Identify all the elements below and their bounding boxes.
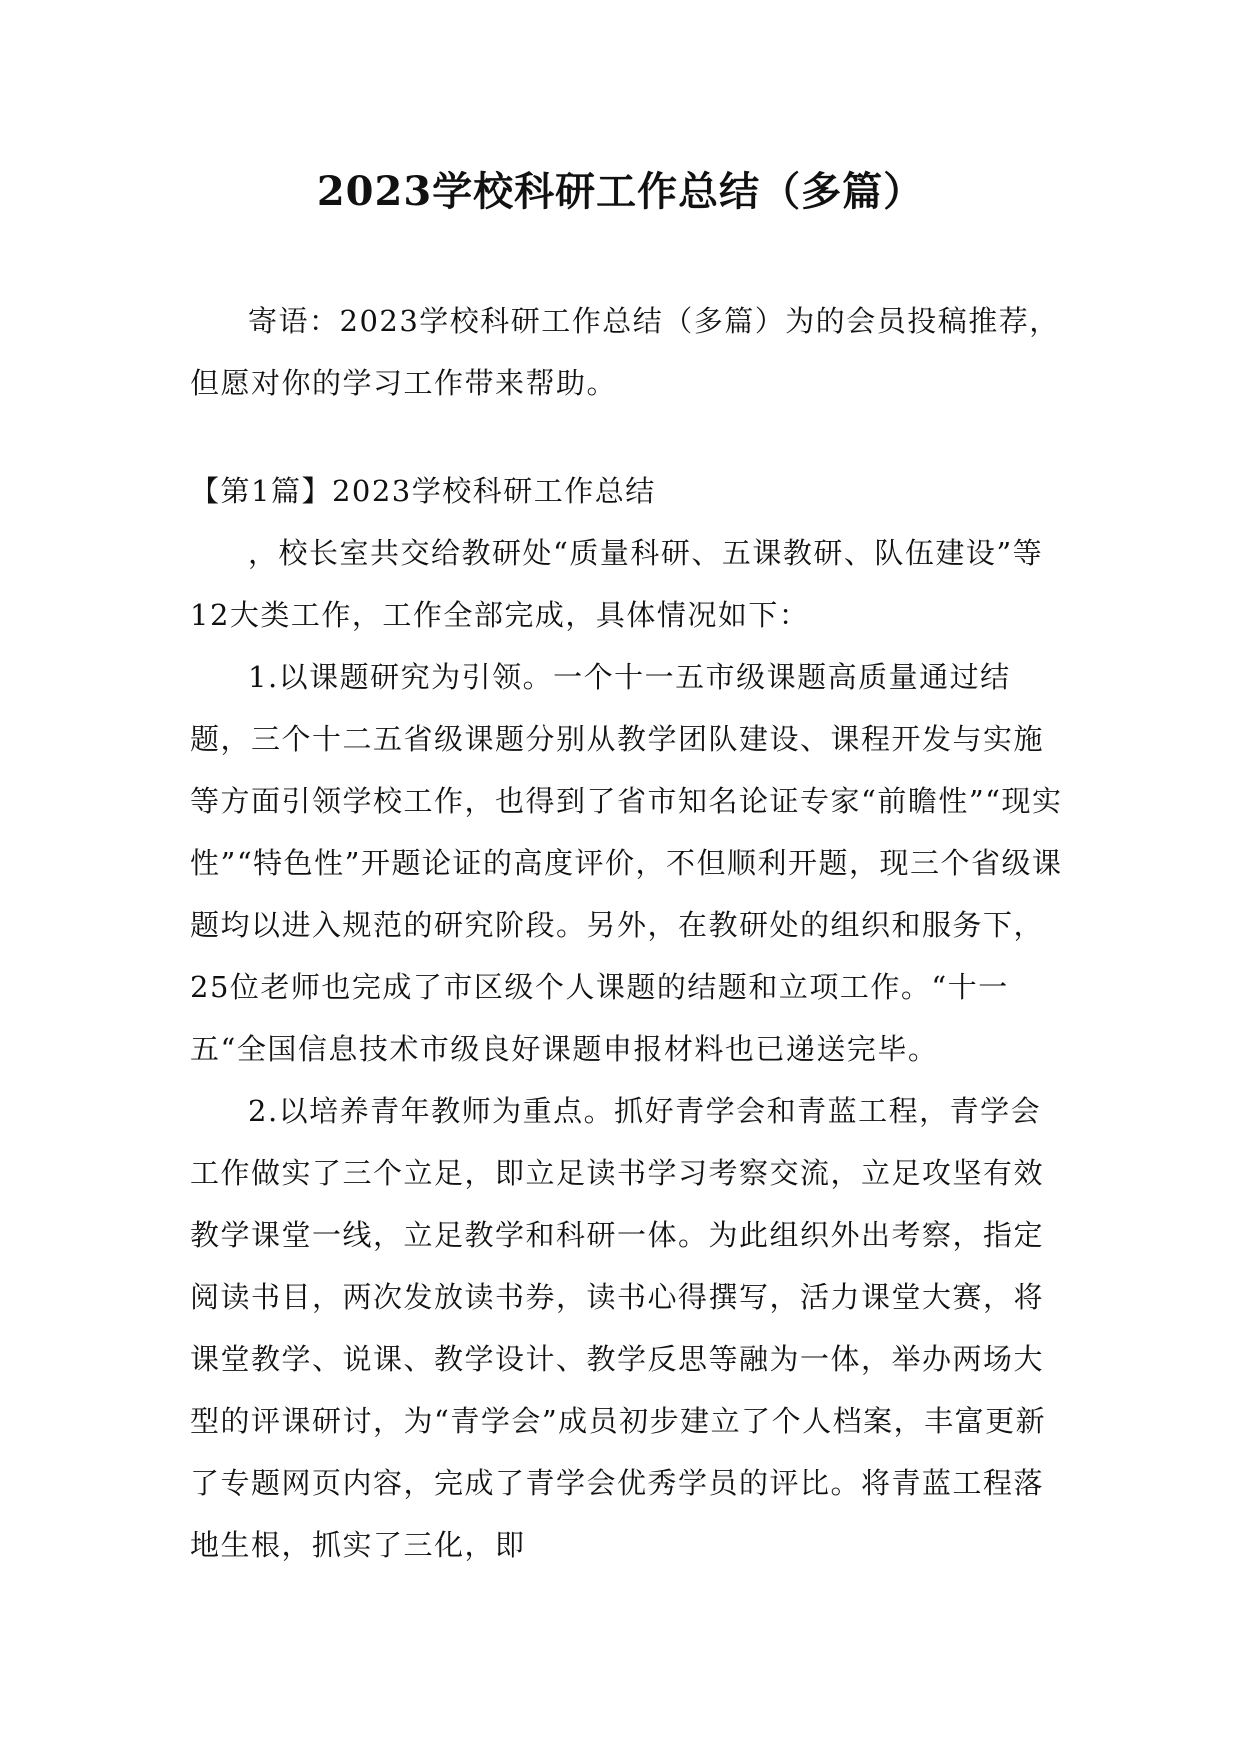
body-paragraph: 1.以课题研究为引领。一个十一五市级课题高质量通过结题，三个十二五省级课题分别从教学团队建设、课程开发与实施等方面引领学校工作，也得到了省市知名论证专家“前瞻性”“现实性”“特色性”开题论证的高度评价，不但顺利开题，现三个省级课题均以进入规范的研究阶段。另外，在教研处的组织和服务下，25位老师也完成了市区级个人课题的结题和立项工作。“十一五“全国信息技术市级良好课题申报材料也已递送完毕。	[190, 660, 1063, 1066]
body-paragraph: 2.以培养青年教师为重点。抓好青学会和青蓝工程，青学会工作做实了三个立足，即立足读书学习考察交流，立足攻坚有效教学课堂一线，立足教学和科研一体。为此组织外出考察，指定阅读书目，两次发放读书券，读书心得撰写，活力课堂大赛，将课堂教学、说课、教学设计、教学反思等融为一体，举办两场大型的评课研讨，为“青学会”成员初步建立了个人档案，丰富更新了专题网页内容，完成了青学会优秀学员的评比。将青蓝工程落地生根，抓实了三化，即	[190, 1094, 1047, 1562]
section-heading: 【第1篇】2023学校科研工作总结	[190, 474, 656, 508]
section-block	[190, 460, 1070, 1576]
body-paragraph: ，校长室共交给教研处“质量科研、五课教研、队伍建设”等12大类工作，工作全部完成，具体情况如下：	[190, 536, 1044, 632]
intro-block	[190, 290, 1070, 414]
intro-paragraph: 寄语：2023学校科研工作总结（多篇）为的会员投稿推荐，但愿对你的学习工作带来帮助。	[190, 304, 1060, 400]
document-title: 2023学校科研工作总结（多篇）	[316, 168, 925, 215]
